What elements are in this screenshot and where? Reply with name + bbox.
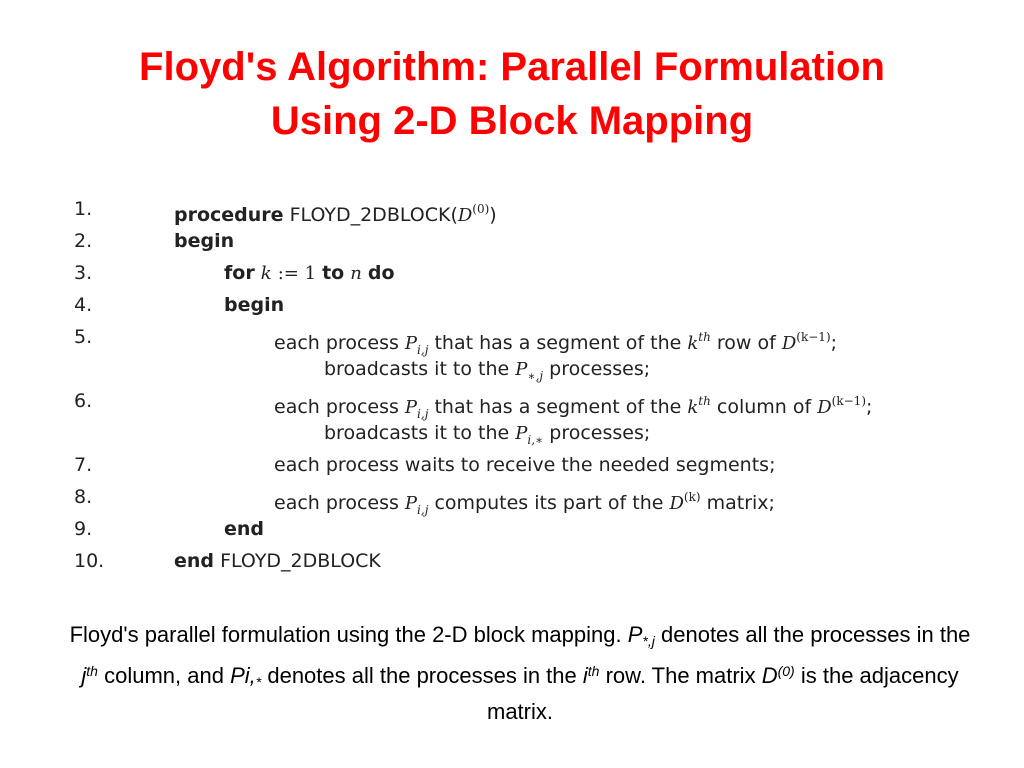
keyword-begin: begin [174,230,235,252]
code-text: that has a segment of the [434,332,682,354]
math-subscript: i,∗ [527,433,544,447]
line-number: 7. [74,454,93,476]
code-text: broadcasts it to the [324,422,510,444]
line-number: 4. [74,294,93,316]
code-line-9 [74,513,1014,545]
caption-text: row. The matrix [605,663,756,688]
caption-superscript: th [587,663,600,679]
math-superscript: th [698,330,711,344]
code-text: each process [274,332,399,354]
code-line-2 [74,225,1014,257]
line-number: 3. [74,262,93,284]
caption-math-P: P [627,622,643,647]
math-P: P [404,493,418,514]
code-line-3 [74,257,1014,289]
math-n: n [350,263,362,284]
line-number: 5. [74,326,93,348]
caption-superscript: th [86,663,98,679]
math-superscript: (k−1) [796,330,831,344]
keyword-procedure: procedure [174,204,284,226]
code-line-4 [74,289,1014,321]
math-P: P [515,359,528,380]
line-number: 6. [74,390,93,412]
figure-caption [60,620,980,727]
code-text: that has a segment of the [434,396,682,418]
math-subscript: ∗,j [527,369,544,383]
code-text: ; [830,332,838,354]
caption-superscript: (0) [777,663,795,679]
caption-math-j: j [81,663,87,688]
code-line-1 [74,193,1014,225]
procedure-name: FLOYD_2DBLOCK [220,550,381,572]
caption-math-D: D [761,663,778,688]
math-k: k [687,397,699,418]
math-k: k [687,333,699,354]
caption-text: is the adjacency matrix. [487,663,959,724]
math-superscript: (k−1) [831,394,866,408]
keyword-end: end [174,550,215,572]
math-subscript: i,j [417,407,429,421]
code-text: column of [716,396,812,418]
caption-text: denotes all the processes in the [661,622,971,647]
caption-text: Floyd's parallel formulation using the 2-D block mapping. [69,622,622,647]
caption-text: denotes all the processes in the [267,663,577,688]
line-number: 10. [74,550,105,572]
code-text: each process waits to receive the needed segments; [274,454,776,476]
code-text: broadcasts it to the [324,358,510,380]
code-text: row of [716,332,776,354]
code-line-5-continued [74,353,1014,385]
keyword-end: end [224,518,265,540]
caption-subscript: * [255,674,262,690]
caption-math-P: Pi, [230,663,256,688]
line-number: 8. [74,486,93,508]
code-text: processes; [549,358,651,380]
slide-title [0,40,1024,148]
line-number: 9. [74,518,93,540]
math-assign: := 1 [277,263,317,284]
keyword-for: for [224,262,255,284]
math-P: P [515,423,528,444]
code-line-6-continued [74,417,1014,449]
math-k: k [260,263,272,284]
code-line-6 [74,385,1014,421]
math-superscript: (k) [683,490,701,504]
math-superscript: th [698,394,711,408]
caption-text: column, and [104,663,224,688]
code-text: ; [866,396,873,418]
keyword-to: to [322,262,345,284]
math-D: D [817,397,832,418]
code-line-10 [74,545,1014,577]
pseudocode-block [74,193,1014,577]
math-D: D [457,205,473,226]
math-superscript: (0) [472,202,490,216]
title-line-1: Floyd's Algorithm: Parallel Formulation [139,45,885,89]
code-line-7 [74,449,1014,481]
code-text: matrix; [706,492,775,514]
line-number: 2. [74,230,93,252]
title-line-2: Using 2-D Block Mapping [270,99,754,143]
code-text: each process [274,492,399,514]
code-text: computes its part of the [434,492,664,514]
math-D: D [781,333,797,354]
caption-math-i: i [582,663,588,688]
keyword-begin: begin [224,294,285,316]
math-subscript: i,j [417,343,429,357]
procedure-name: FLOYD_2DBLOCK( [289,204,458,226]
keyword-do: do [367,262,395,284]
math-P: P [404,397,418,418]
code-line-8 [74,481,1014,517]
close-paren: ) [489,204,497,226]
code-line-5 [74,321,1014,357]
math-subscript: i,j [417,503,429,517]
math-D: D [669,493,684,514]
code-text: each process [274,396,399,418]
math-P: P [404,333,418,354]
caption-subscript: *,j [642,633,655,649]
code-text: processes; [549,422,651,444]
line-number: 1. [74,198,93,220]
